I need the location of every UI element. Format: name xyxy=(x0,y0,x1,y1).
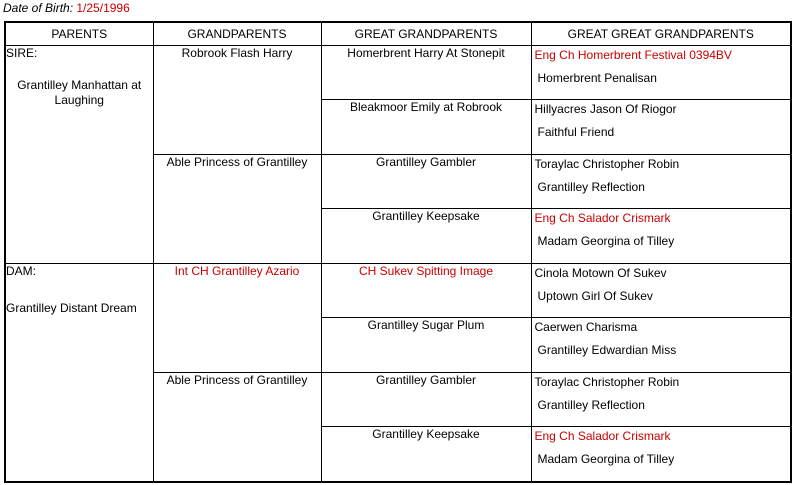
dam-gggp-3a: Toraylac Christopher Robin xyxy=(534,374,680,389)
date-of-birth-value: 1/25/1996 xyxy=(76,1,130,15)
dam-gggp-1a: Cinola Motown Of Sukev xyxy=(534,265,667,280)
dam-gg-grandparents-3 xyxy=(531,372,791,426)
dam-name: Grantilley Distant Dream xyxy=(6,300,137,315)
sire-gggp-4b: Madam Georgina of Tilley xyxy=(537,234,675,249)
sire-gggp-1a: Eng Ch Homerbrent Festival 0394BV xyxy=(534,48,732,62)
sire-grandparent-2: Able Princess of Grantilley xyxy=(153,154,321,263)
dam-grandparent-1: Int CH Grantilley Azario xyxy=(153,263,321,372)
dam-cell xyxy=(5,263,153,482)
sire-gggp-2a: Hillyacres Jason Of Riogor xyxy=(534,102,677,117)
dam-gggp-3b: Grantilley Reflection xyxy=(537,397,645,412)
sire-great-grandparent-4: Grantilley Keepsake xyxy=(321,209,531,263)
date-of-birth xyxy=(3,1,130,15)
sire-great-grandparent-3: Grantilley Gambler xyxy=(321,154,531,208)
dam-great-grandparent-4: Grantilley Keepsake xyxy=(321,427,531,482)
sire-cell xyxy=(5,46,153,264)
header-parents: PARENTS xyxy=(5,22,153,46)
dam-gggp-2a: Caerwen Charisma xyxy=(534,320,638,335)
sire-gg-grandparents-2 xyxy=(531,100,791,154)
sire-gggp-2b: Faithful Friend xyxy=(537,125,615,140)
sire-great-grandparent-2: Bleakmoor Emily at Robrook xyxy=(321,100,531,154)
sire-gggp-1b: Homerbrent Penalisan xyxy=(537,71,657,85)
sire-grandparent-1: Robrook Flash Harry xyxy=(153,46,321,155)
dam-grandparent-2: Able Princess of Grantilley xyxy=(153,372,321,482)
dam-gggp-4a: Eng Ch Salador Crismark xyxy=(534,429,671,444)
sire-name: Grantilley Manhattan at Laughing xyxy=(17,78,142,107)
header-grandparents: GRANDPARENTS xyxy=(153,22,321,46)
dam-gggp-2b: Grantilley Edwardian Miss xyxy=(537,343,677,358)
sire-gg-grandparents-4 xyxy=(531,209,791,263)
sire-great-grandparent-1: Homerbrent Harry At Stonepit xyxy=(321,46,531,100)
dam-great-grandparent-1: CH Sukev Spitting Image xyxy=(321,263,531,317)
header-great-great-grandparents: GREAT GREAT GRANDPARENTS xyxy=(531,22,791,46)
sire-gggp-3b: Grantilley Reflection xyxy=(537,179,645,194)
sire-gg-grandparents-3 xyxy=(531,154,791,208)
dam-great-grandparent-3: Grantilley Gambler xyxy=(321,372,531,426)
dam-gg-grandparents-4 xyxy=(531,427,791,482)
dam-gg-grandparents-2 xyxy=(531,318,791,372)
dam-label: DAM: xyxy=(6,263,36,278)
dam-gggp-4b: Madam Georgina of Tilley xyxy=(537,452,675,467)
dam-gggp-1b: Uptown Girl Of Sukev xyxy=(537,288,653,303)
sire-gggp-4a: Eng Ch Salador Crismark xyxy=(534,211,671,226)
dam-great-grandparent-2: Grantilley Sugar Plum xyxy=(321,318,531,372)
header-great-grandparents: GREAT GRANDPARENTS xyxy=(321,22,531,46)
pedigree-table xyxy=(4,21,792,483)
sire-gg-grandparents-1 xyxy=(531,46,791,100)
date-of-birth-label: Date of Birth: xyxy=(3,1,74,15)
sire-gggp-3a: Toraylac Christopher Robin xyxy=(534,156,680,171)
sire-label: SIRE: xyxy=(6,46,38,60)
dam-gg-grandparents-1 xyxy=(531,263,791,317)
header-row xyxy=(5,22,791,46)
